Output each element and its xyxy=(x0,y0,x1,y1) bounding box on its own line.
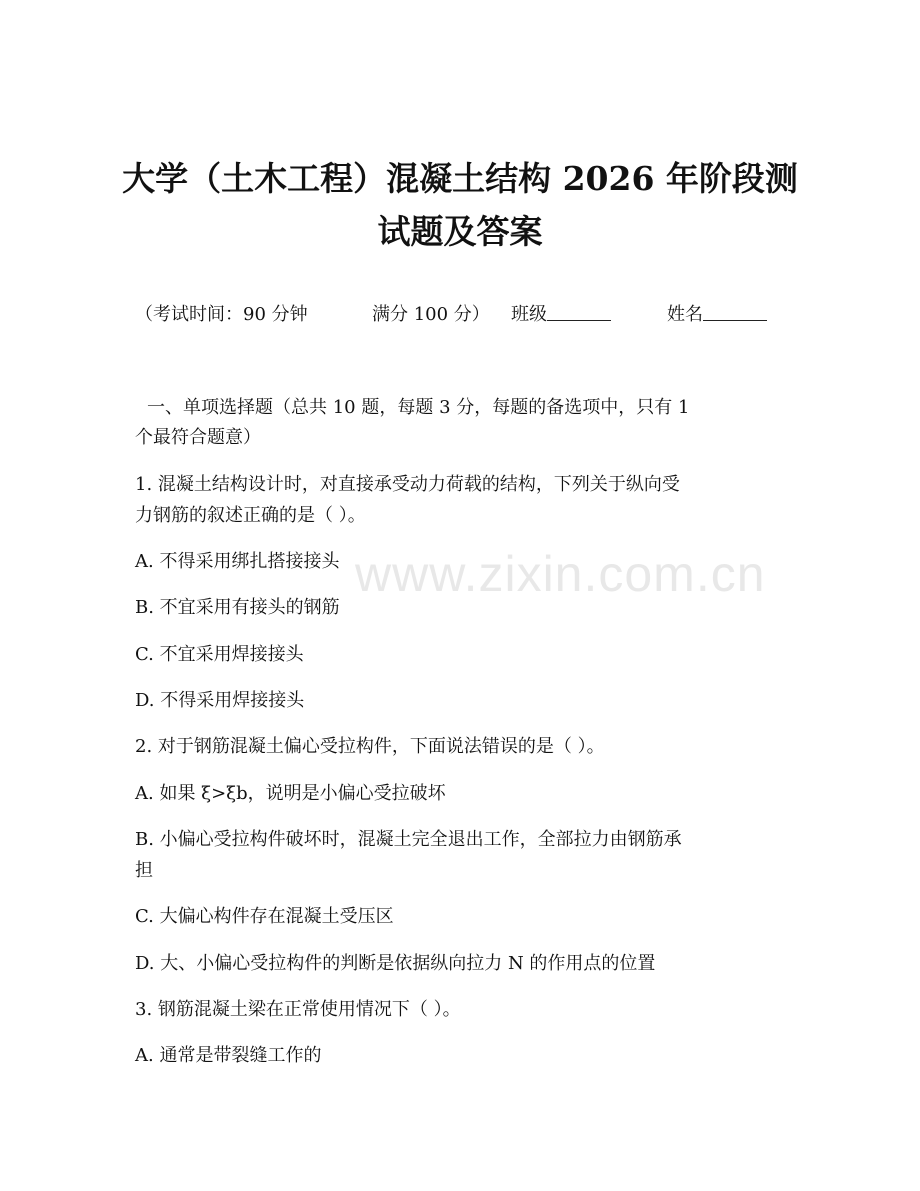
class-blank xyxy=(547,300,611,321)
class-field[interactable] xyxy=(511,300,547,330)
question-1-stem-line-1: 1. 混凝土结构设计时，对直接承受动力荷载的结构，下列关于纵向受 xyxy=(135,474,680,495)
name-field[interactable] xyxy=(667,300,703,330)
question-2-option-b-line-2: 担 xyxy=(135,860,153,881)
question-2-option-b-line-1: B. 小偏心受拉构件破坏时，混凝土完全退出工作，全部拉力由钢筋承 xyxy=(135,829,682,850)
question-2-option-a: A. 如果 ξ>ξb，说明是小偏心受拉破坏 xyxy=(135,783,446,804)
question-1-option-b: B. 不宜采用有接头的钢筋 xyxy=(135,597,340,618)
question-1-option-d: D. 不得采用焊接接头 xyxy=(135,690,305,711)
question-2-option-c: C. 大偏心构件存在混凝土受压区 xyxy=(135,906,394,927)
exam-info-row xyxy=(0,300,920,330)
class-label: 班级 xyxy=(511,304,547,325)
name-blank xyxy=(703,300,767,321)
name-label: 姓名 xyxy=(667,304,703,325)
title-line-1: 大学（土木工程）混凝土结构 2026 年阶段测 xyxy=(122,159,798,198)
full-score: 满分 100 分） xyxy=(372,304,490,325)
question-1-option-c: C. 不宜采用焊接接头 xyxy=(135,644,304,665)
question-3-option-a: A. 通常是带裂缝工作的 xyxy=(135,1045,322,1066)
section-heading-line-1: 一、单项选择题（总共 10 题，每题 3 分，每题的备选项中，只有 1 xyxy=(147,397,690,418)
question-2-stem: 2. 对于钢筋混凝土偏心受拉构件，下面说法错误的是（ ）。 xyxy=(135,736,605,757)
question-3-stem: 3. 钢筋混凝土梁在正常使用情况下（ ）。 xyxy=(135,999,461,1020)
section-heading-line-2: 个最符合题意） xyxy=(135,427,261,448)
document-title xyxy=(100,152,820,258)
title-line-2: 试题及答案 xyxy=(377,212,543,251)
watermark: www.zixin.com.cn xyxy=(355,546,766,602)
exam-time: （考试时间：90 分钟 xyxy=(135,304,308,325)
question-1-option-a: A. 不得采用绑扎搭接接头 xyxy=(135,551,340,572)
question-1-stem-line-2: 力钢筋的叙述正确的是（ ）。 xyxy=(135,505,366,526)
question-2-option-d: D. 大、小偏心受拉构件的判断是依据纵向拉力 N 的作用点的位置 xyxy=(135,953,656,974)
